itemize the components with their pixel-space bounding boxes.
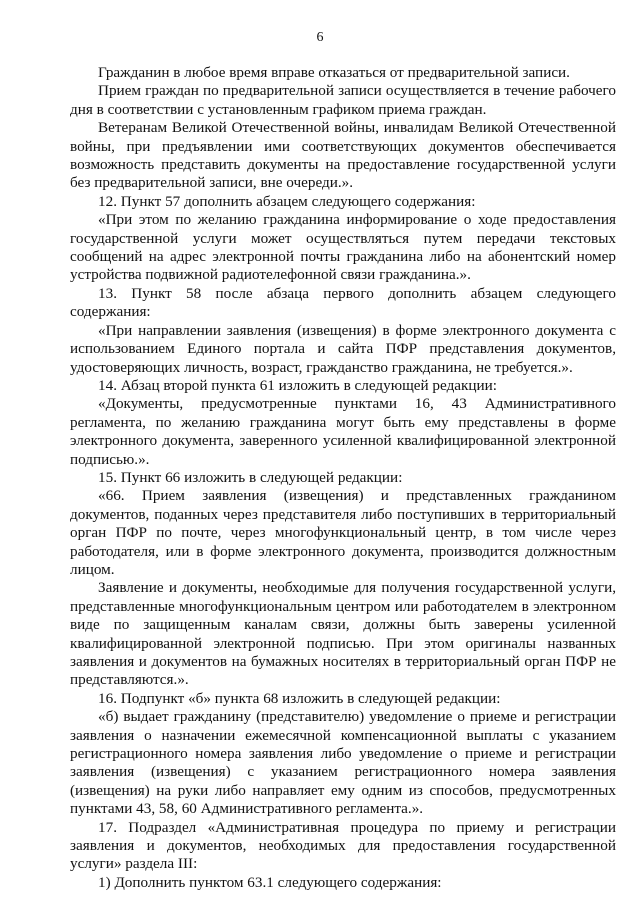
paragraph-item-15-text: «66. Прием заявления (извещения) и представленных гражданином документов, поданных через представителя либо поступивших в территориальный орган ПФР по почте, через многофункциональный центр, в том числе через работодателя, или в форме электронного документа, производится должностным лицом. (70, 487, 616, 578)
paragraph-item-15-text-2: Заявление и документы, необходимые для получения государственной услуги, представленные многофункциональным центром или работодателем в электронном виде по защищенным каналам связи, должны быть заверены усиленной квалифицированной электронной подписью. При этом оригиналы названных заявления и документов на бумажных носителях в территориальный орган ПФР не представляются.». (70, 579, 616, 689)
paragraph-item-15: 15. Пункт 66 изложить в следующей редакции: (98, 468, 403, 486)
paragraph-item-14-text: «Документы, предусмотренные пунктами 16, 43 Административного регламента, по желанию гражданина могут быть ему представлены в форме электронного документа, заверенного усиленной квалифицированной электронной подписью.». (70, 395, 616, 468)
page-number: 6 (316, 30, 324, 45)
paragraph-item-12: 12. Пункт 57 дополнить абзацем следующего содержания: (98, 192, 476, 210)
paragraph-item-16-text: «б) выдает гражданину (представителю) уведомление о приеме и регистрации заявления о назначении ежемесячной компенсационной выплаты с указанием регистрационного номера заявления либо уведомление о приеме и регистрации заявления (извещения) с указанием регистрационного номера заявления (извещения) на руки либо направляет ему одним из способов, предусмотренных пунктами 43, 58, 60 Административного регламента.». (70, 708, 616, 818)
paragraph-item-17: 17. Подраздел «Административная процедура по приему и регистрации заявления и документов, необходимых для предоставления государственной услуги» раздела III: (70, 818, 616, 873)
paragraph-veterans: Ветеранам Великой Отечественной войны, инвалидам Великой Отечественной войны, при предъявлении ими соответствующих документов обеспечивается возможность представить документы на предоставление государственной услуги без предварительной записи, вне очереди.». (70, 119, 616, 192)
paragraph-prerecord-cancel: Гражданин в любое время вправе отказаться от предварительной записи. (98, 64, 570, 81)
paragraph-item-12-text: «При этом по желанию гражданина информирование о ходе предоставления государственной услуги может осуществляться путем передачи текстовых сообщений на адрес электронной почты гражданина либо на абонентский номер устройства подвижной радиотелефонной связи гражданина.». (70, 211, 616, 284)
paragraph-item-13-text: «При направлении заявления (извещения) в форме электронного документа с использованием Единого портала и сайта ПФР представления документов, удостоверяющих личность, возраст, гражданство гражданина, не требуется.». (70, 321, 616, 376)
paragraph-item-17-1: 1) Дополнить пунктом 63.1 следующего содержания: (98, 873, 442, 891)
paragraph-item-16: 16. Подпункт «б» пункта 68 изложить в следующей редакции: (98, 689, 501, 707)
document-body (70, 64, 616, 892)
paragraph-item-14: 14. Абзац второй пункта 61 изложить в следующей редакции: (98, 376, 498, 394)
paragraph-prerecord-schedule: Прием граждан по предварительной записи осуществляется в течение рабочего дня в соответствии с установленным графиком приема граждан. (70, 82, 616, 118)
paragraph-item-13: 13. Пункт 58 после абзаца первого дополнить абзацем следующего содержания: (70, 284, 616, 321)
